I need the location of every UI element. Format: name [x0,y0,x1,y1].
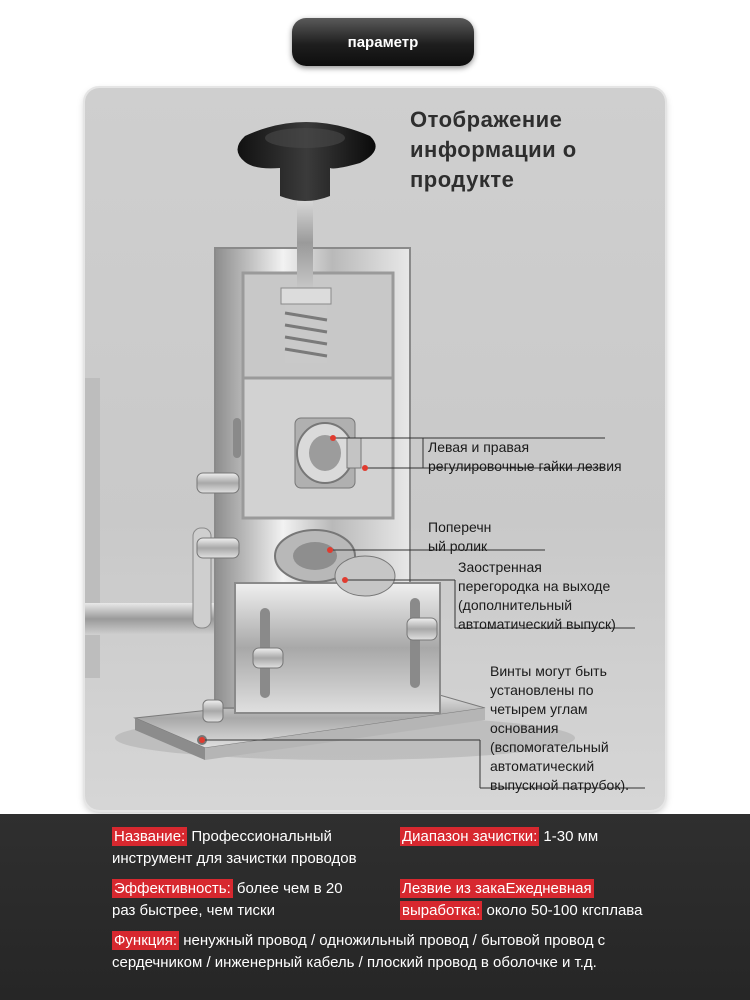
product-info-headline: Отображение информации о продукте [410,107,577,192]
spec-range-label: Диапазон зачистки: [402,828,538,845]
spec-name [112,826,357,870]
spring [285,303,327,363]
callout-cross-roller: Поперечн ый ролик [428,519,492,554]
spec-range [400,826,598,848]
spec-panel [0,814,750,1000]
callout-base-screws: Винты могут быть установлены по четырем углам основания (вспомогательный автоматический выпускной патрубок). [490,663,630,793]
spec-function [112,930,605,974]
spec-efficiency-label: Эффективность: [114,880,231,897]
adjustment-knob [238,122,376,201]
callout-exit-partition: Заостренная перегородка на выходе (дополнительный автоматический выпуск) [458,559,616,632]
spec-name-value-1: Профессиональный [191,828,332,845]
spec-efficiency [112,878,343,922]
spec-function-value-1: ненужный провод / одножильный провод / бытовой провод с [183,932,606,949]
spec-name-label: Название: [114,828,186,845]
spec-blade-value: около 50-100 кгсплава [486,902,643,919]
parameter-tab[interactable] [292,18,474,66]
parameter-tab-label: параметр [347,33,419,51]
spec-blade-label-2: выработка: [402,902,481,919]
spec-blade-label: Лезвие из закаЕжедневная [402,880,592,897]
blade-nuts [295,418,361,488]
callout-blade-nuts: Левая и правая регулировочные гайки лезвия [428,439,622,474]
spec-range-value: 1-30 мм [543,828,599,845]
spec-efficiency-value-1: более чем в 20 [236,880,343,897]
spec-name-value-2: инструмент для зачистки проводов [112,850,357,867]
spec-function-label: Функция: [114,932,178,949]
spec-function-value-2: сердечником / инженерный кабель / плоский провод в оболочке и т.д. [112,954,597,971]
spec-blade [400,878,642,922]
spec-efficiency-value-2: раз быстрее, чем тиски [112,902,275,919]
